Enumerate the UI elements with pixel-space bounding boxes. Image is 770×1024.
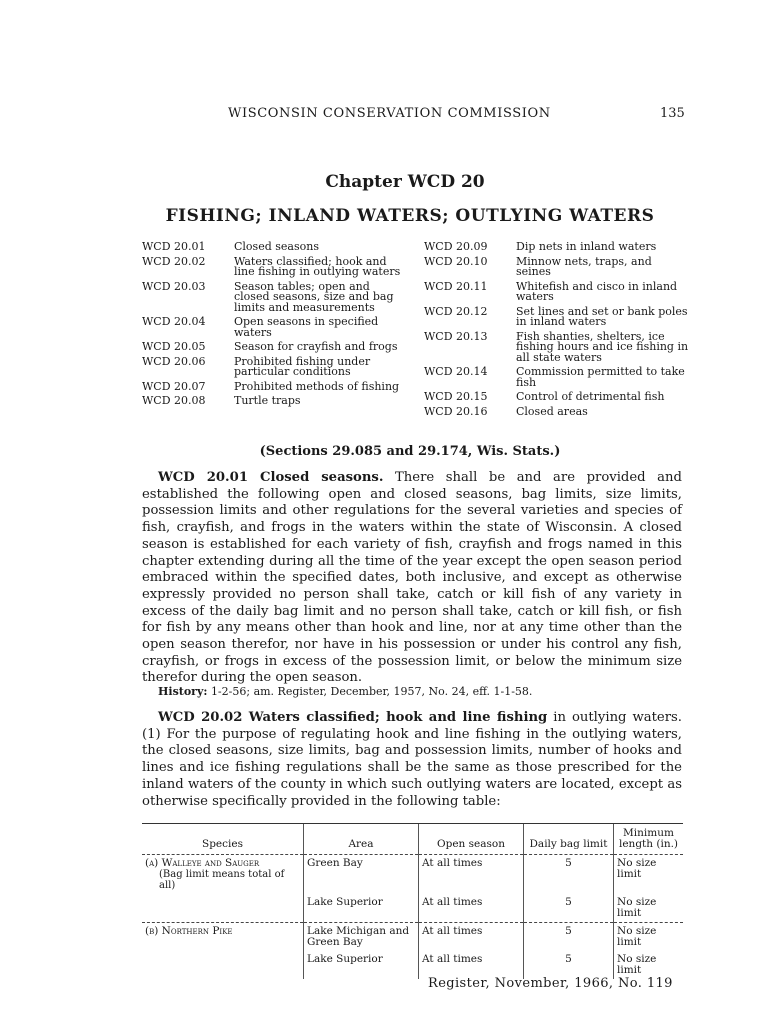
paragraph-text: in outlying waters. (1) For the purpose of regulating hook and line fishing in the outlying waters, the closed seasons, size limits, bag and possession limits, number of hooks and lines and ice fishing regulations shall be the same as those prescribed for the inland waters of the county in which such outlying waters are located, except as otherwise specifically provided in the following table: xyxy=(142,710,682,809)
section-number: WCD 20.10 xyxy=(424,254,488,268)
contents-entry xyxy=(424,304,689,328)
table-header-row xyxy=(142,824,683,855)
section-number: WCD 20.08 xyxy=(142,394,206,407)
area-cell: Lake Michigan and Green Bay xyxy=(304,923,419,952)
minimum-length-cell: No size limit xyxy=(614,923,684,952)
section-title: Season for crayfish and frogs xyxy=(234,340,398,353)
header-area: Area xyxy=(304,824,419,855)
section-title: Open seasons in specified waters xyxy=(234,315,379,339)
section-number: WCD 20.05 xyxy=(142,340,206,353)
contents-entry xyxy=(142,396,407,407)
section-title: Control of detrimental fish xyxy=(516,390,665,403)
history-note xyxy=(158,685,688,698)
chapter-title: Chapter WCD 20 xyxy=(325,172,485,192)
species-name: (b) Northern Pike xyxy=(145,925,233,937)
paragraph-closed-seasons xyxy=(142,470,682,687)
species-cell xyxy=(142,951,304,979)
contents-entry xyxy=(142,342,407,353)
section-title: Prohibited fishing under particular conditions xyxy=(234,354,371,378)
open-season-cell: At all times xyxy=(419,894,524,923)
paragraph-text: There shall be and are provided and established the following open and closed seasons, bag limits, size limits, possession limits and other regulations for the several varieties and species of fish, crayfish, and frogs in the waters within the state of Wisconsin. A closed season is established for each variety of fish, crayfish and frogs named in this chapter extending during all the time of the year except the open season period embraced within the specified dates, both inclusive, and except as otherwise expressly provided no person shall take, catch or kill fish of any variety in excess of the daily bag limit and no person shall take, catch or kill fish, or fish for fish by any means other than hook and line, nor at any time other than the open season therefor, nor have in his possession or under his control any fish, crayfish, or frogs in excess of the possession limit, or below the minimum size therefor during the open season. xyxy=(142,470,682,686)
section-number: WCD 20.03 xyxy=(142,279,206,293)
minimum-length-cell: No size limit xyxy=(614,855,684,895)
section-title: Set lines and set or bank poles in inland waters xyxy=(516,304,688,328)
section-number: WCD 20.02 xyxy=(142,254,206,268)
contents-entry xyxy=(424,254,689,278)
header-species: Species xyxy=(142,824,304,855)
species-note: (Bag limit means total of all) xyxy=(159,869,285,891)
section-title: Prohibited methods of fishing xyxy=(234,379,400,393)
page-number: 135 xyxy=(660,106,685,121)
contents-entry xyxy=(424,367,689,388)
bag-limit-cell: 5 xyxy=(524,894,614,923)
contents-entry xyxy=(424,404,689,418)
open-season-cell: At all times xyxy=(419,951,524,979)
history-label: History: xyxy=(158,685,208,698)
section-number: WCD 20.12 xyxy=(424,304,488,318)
species-cell xyxy=(142,855,304,895)
section-title: Season tables; open and closed seasons, size and bag limits and measurements xyxy=(234,279,394,314)
contents-entry xyxy=(424,279,689,303)
section-number: WCD 20.11 xyxy=(424,279,488,293)
species-cell xyxy=(142,894,304,923)
contents-entry xyxy=(424,392,689,403)
register-footer: Register, November, 1966, No. 119 xyxy=(428,976,673,991)
section-number: WCD 20.13 xyxy=(424,329,488,343)
running-head: WISCONSIN CONSERVATION COMMISSION xyxy=(228,106,551,121)
section-number: WCD 20.14 xyxy=(424,365,488,378)
section-number: WCD 20.07 xyxy=(142,379,206,393)
section-title: Whitefish and cisco in inland waters xyxy=(516,279,678,303)
header-open-season: Open season xyxy=(419,824,524,855)
table-row xyxy=(142,894,683,923)
section-title: Minnow nets, traps, and seines xyxy=(516,254,652,278)
history-text: 1-2-56; am. Register, December, 1957, No. 24, eff. 1-1-58. xyxy=(210,685,533,698)
section-heading: WCD 20.01 Closed seasons. xyxy=(158,470,384,485)
section-number: WCD 20.15 xyxy=(424,390,488,403)
chapter-subtitle: FISHING; INLAND WATERS; OUTLYING WATERS xyxy=(165,206,655,226)
area-cell: Lake Superior xyxy=(304,894,419,923)
area-cell: Lake Superior xyxy=(304,951,419,979)
paragraph-waters-classified xyxy=(142,710,682,810)
section-title: Closed seasons xyxy=(234,240,319,253)
contents-entry xyxy=(142,279,407,314)
contents-column-left xyxy=(142,242,407,411)
minimum-length-cell: No size limit xyxy=(614,894,684,923)
section-number: WCD 20.09 xyxy=(424,240,488,253)
section-title: Fish shanties, shelters, ice fishing hours and ice fishing in all state waters xyxy=(516,329,689,364)
area-cell: Green Bay xyxy=(304,855,419,895)
contents-entry xyxy=(142,354,407,378)
section-title: Waters classified; hook and line fishing in outlying waters xyxy=(234,254,401,278)
header-daily-bag-limit: Daily bag limit xyxy=(524,824,614,855)
bag-limit-cell: 5 xyxy=(524,923,614,952)
open-season-cell: At all times xyxy=(419,923,524,952)
table-row xyxy=(142,855,683,895)
statute-reference: (Sections 29.085 and 29.174, Wis. Stats.) xyxy=(259,444,561,459)
open-season-cell: At all times xyxy=(419,855,524,895)
section-title: Turtle traps xyxy=(234,394,301,407)
contents-entry xyxy=(424,329,689,364)
minimum-length-cell: No size limit xyxy=(614,951,684,979)
fishing-regulations-table xyxy=(142,823,683,979)
section-number: WCD 20.01 xyxy=(142,240,206,253)
contents-column-right xyxy=(424,242,689,421)
table-row xyxy=(142,923,683,952)
section-number: WCD 20.06 xyxy=(142,354,206,368)
contents-entry xyxy=(142,379,407,393)
section-title: Commission permitted to take fish xyxy=(516,365,685,389)
contents-entry xyxy=(142,254,407,278)
section-number: WCD 20.04 xyxy=(142,315,206,328)
header-minimum-length: Minimum length (in.) xyxy=(614,824,684,855)
contents-entry xyxy=(424,242,689,253)
species-cell xyxy=(142,923,304,952)
contents-entry xyxy=(142,317,407,338)
section-title: Closed areas xyxy=(516,404,588,418)
table-row xyxy=(142,951,683,979)
bag-limit-cell: 5 xyxy=(524,951,614,979)
section-number: WCD 20.16 xyxy=(424,404,488,418)
species-name: (a) Walleye and Sauger xyxy=(145,857,260,869)
contents-entry xyxy=(142,242,407,253)
section-heading: WCD 20.02 Waters classified; hook and line fishing xyxy=(158,710,548,725)
section-title: Dip nets in inland waters xyxy=(516,240,657,253)
bag-limit-cell: 5 xyxy=(524,855,614,895)
